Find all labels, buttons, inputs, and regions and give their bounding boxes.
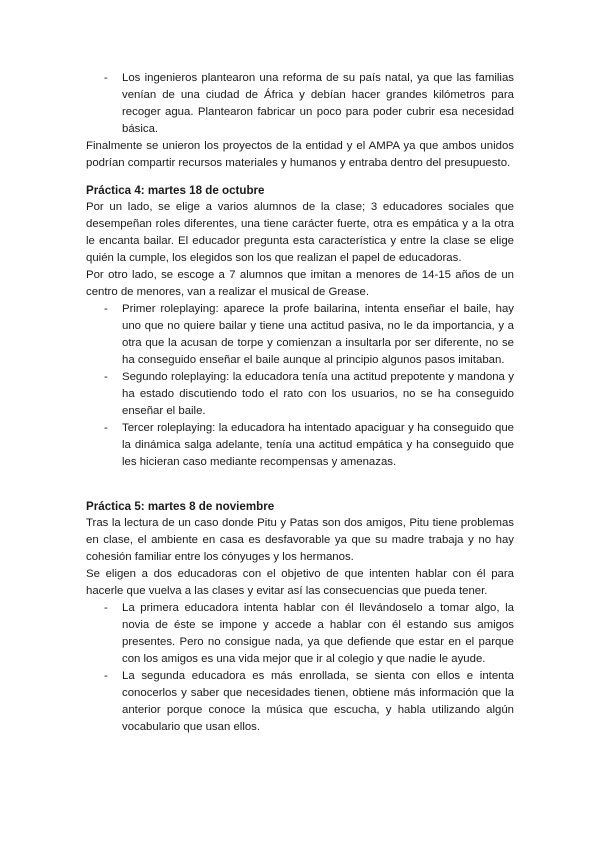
list-item (86, 600, 514, 668)
bullet-text: Primer roleplaying: aparece la profe bailarina, intenta enseñar el baile, hay uno que no quiere bailar y tiene una actitud pasiva, no le da importancia, y a otra que la acusan de torpe y comienzan a insultarla por ser diferente, no se ha conseguido enseñar el baile aunque al principio algunos pasos imitaban. (122, 303, 514, 366)
bullet-dash: - (104, 72, 108, 84)
bullet-dash: - (104, 422, 108, 434)
bullet-text: Tercer roleplaying: la educadora ha intentado apaciguar y ha conseguido que la dinámica salga adelante, tenía una actitud empática y ha conseguido que les hicieran caso mediante recompensas y amenazas. (122, 422, 514, 468)
paragraph: Finalmente se unieron los proyectos de la entidad y el AMPA ya que ambos unidos podrían compartir recursos materiales y humanos y entraba dentro del presupuesto. (86, 140, 514, 169)
list-item (86, 420, 514, 471)
paragraph: Se eligen a dos educadoras con el objetivo de que intenten hablar con él para hacerle que vuelva a las clases y evitar así las consecuencias que pueda tener. (86, 568, 514, 597)
bullet-dash: - (104, 303, 108, 315)
bullet-dash: - (104, 371, 108, 383)
list-item (86, 70, 514, 138)
bullet-text: Los ingenieros plantearon una reforma de su país natal, ya que las familias venían de una ciudad de África y debían hacer grandes kilómetros para recoger agua. Plantearon fabricar un poco para poder cubrir esa necesidad básica. (122, 72, 514, 135)
section-heading-practica-4: Práctica 4: martes 18 de octubre (86, 184, 265, 197)
list-item (86, 369, 514, 420)
paragraph: Por otro lado, se escoge a 7 alumnos que imitan a menores de 14-15 años de un centro de menores, van a realizar el musical de Grease. (86, 269, 514, 298)
list-item (86, 301, 514, 369)
bullet-dash: - (104, 602, 108, 614)
paragraph: Tras la lectura de un caso donde Pitu y Patas son dos amigos, Pitu tiene problemas en clase, el ambiente en casa es desfavorable ya que su madre trabaja y no hay cohesión familiar entre los cónyuges y los hermanos. (86, 517, 514, 563)
bullet-text: Segundo roleplaying: la educadora tenía una actitud prepotente y mandona y ha estado discutiendo todo el rato con los usuarios, no se ha conseguido enseñar el baile. (122, 371, 514, 417)
bullet-text: La primera educadora intenta hablar con él llevándoselo a tomar algo, la novia de éste se impone y accede a hablar con él estando sus amigos presentes. Pero no consigue nada, ya que defiende que estar en el parque con los amigos es una vida mejor que ir al colegio y que nadie le ayude. (122, 602, 514, 665)
bullet-text: La segunda educadora es más enrollada, se sienta con ellos e intenta conocerlos y saber que necesidades tienen, obtiene más información que la anterior porque conoce la música que escucha, y habla utilizando algún vocabulario que usan ellos. (122, 670, 514, 733)
document-content (86, 70, 514, 736)
section-heading-practica-5: Práctica 5: martes 8 de noviembre (86, 500, 275, 513)
paragraph: Por un lado, se elige a varios alumnos de la clase; 3 educadores sociales que desempeñan roles diferentes, una tiene carácter fuerte, otra es empática y a la otra le encanta bailar. El educador pregunta esta característica y entre la clase se elige quién la cumple, los elegidos son los que realizan el papel de educadoras. (86, 201, 514, 264)
bullet-dash: - (104, 670, 108, 682)
list-item (86, 668, 514, 736)
